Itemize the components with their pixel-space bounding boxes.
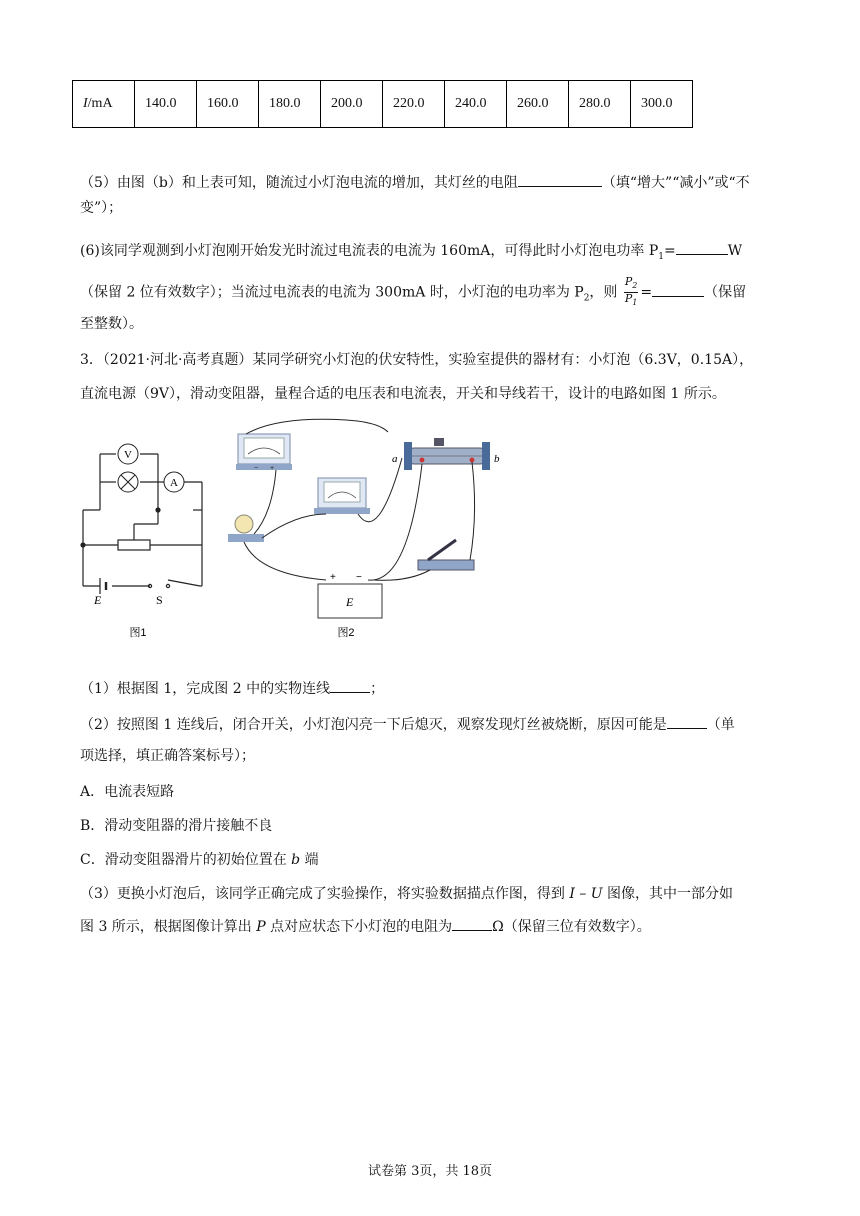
- page-footer: 试卷第 3页，共 18页: [367, 1164, 493, 1179]
- table-cell: 260.0: [507, 81, 569, 128]
- question-6-line-2: [80, 276, 785, 309]
- fraction-numerator: $P_2$: [624, 276, 639, 293]
- ammeter-device: [314, 478, 370, 514]
- table-cell: 180.0: [259, 81, 321, 128]
- current-unit: /mA: [87, 96, 113, 111]
- answer-blank[interactable]: [518, 172, 602, 187]
- circuit-figures: [78, 414, 528, 646]
- question-6-line-1: [80, 240, 785, 267]
- q6-tail: （保留: [704, 284, 747, 301]
- terminal-minus: −: [254, 465, 259, 472]
- table-cell: 160.0: [197, 81, 259, 128]
- battery-device: [318, 572, 382, 618]
- switch-label: S: [156, 593, 163, 607]
- answer-blank[interactable]: [330, 678, 370, 693]
- sub2-text: （2）按照图 1 连线后，闭合开关，小灯泡闪亮一下后熄灭，观察发现灯丝被烧断，原因可能是: [80, 717, 667, 733]
- problem-3-line-1: 3．（2021·河北·高考真题）某同学研究小灯泡的伏安特性，实验室提供的器材有：小灯泡（6.3V，0.15A），: [80, 352, 754, 368]
- option-c: [80, 850, 785, 870]
- table-cell: 300.0: [631, 81, 693, 128]
- lamp-symbol: [118, 472, 138, 492]
- sub3-text: 点对应状态下小灯泡的电阻为: [270, 919, 453, 935]
- terminal-plus: +: [270, 465, 275, 472]
- battery-label: E: [94, 593, 102, 607]
- answer-blank[interactable]: [652, 282, 704, 297]
- sub3-var: I – U: [569, 886, 603, 902]
- point-p: P: [256, 919, 266, 935]
- option-a: A．电流表短路: [80, 784, 175, 800]
- table-cell: 220.0: [383, 81, 445, 128]
- table-cell: 200.0: [321, 81, 383, 128]
- subscript: 2: [583, 293, 590, 304]
- figure-1-schematic: [81, 454, 202, 594]
- sub-question-1: [80, 678, 785, 699]
- table-row: [73, 81, 693, 128]
- voltmeter-label: V: [124, 449, 132, 461]
- current-table: [72, 80, 693, 128]
- answer-blank[interactable]: [676, 240, 728, 255]
- q6-text: (6)该同学观测到小灯泡刚开始发光时流过电流表的电流为 160mA，可得此时小灯泡电功率 P: [80, 243, 659, 259]
- equals-sign: =: [664, 243, 676, 259]
- table-cell: 240.0: [445, 81, 507, 128]
- voltmeter-device: [236, 434, 292, 472]
- question-6-line-3: 至整数）。: [80, 316, 143, 332]
- subscript: 1: [658, 251, 664, 262]
- q6-text: ，则: [589, 284, 618, 301]
- sub-question-2-line-2: 项选择，填正确答案标号）；: [80, 748, 255, 764]
- figure-2-caption: 图2: [337, 627, 355, 639]
- rheostat-end-b: b: [494, 453, 500, 465]
- problem-3-line-2: 直流电源（9V），滑动变阻器，量程合适的电压表和电流表，开关和导线若干，设计的电路如图 1 所示。: [80, 386, 726, 402]
- figure-2-apparatus: [228, 419, 500, 618]
- question-5-line-1: [80, 172, 785, 193]
- question-5-line-2: 变”）；: [80, 200, 123, 216]
- q6-text: （保留 2 位有效数字）；当流过电流表的电流为 300mA 时，小灯泡的电功率为 P: [80, 284, 584, 301]
- table-header-cell: [73, 81, 135, 128]
- sub1-tail: ；: [370, 681, 385, 697]
- q5-tail: （填“增大”“减小”或“不: [601, 175, 750, 191]
- sub-question-2-line-1: [80, 714, 785, 735]
- sub1-text: （1）根据图 1，完成图 2 中的实物连线: [80, 681, 331, 697]
- answer-blank[interactable]: [452, 916, 492, 931]
- switch-device: [418, 540, 474, 570]
- rheostat-device: [392, 438, 500, 470]
- table-cell: 280.0: [569, 81, 631, 128]
- equals-sign: =: [640, 284, 653, 301]
- battery-minus: −: [356, 572, 362, 583]
- sub3-text: （3）更换小灯泡后，该同学正确完成了实验操作，将实验数据描点作图，得到: [80, 886, 565, 902]
- table-cell: 140.0: [135, 81, 197, 128]
- battery-plus: +: [330, 572, 336, 583]
- sub-question-3-line-2: [80, 916, 785, 937]
- sub3-text: 图 3 所示，根据图像计算出: [80, 919, 252, 935]
- q5-text: （5）由图（b）和上表可知，随流过小灯泡电流的增加，其灯丝的电阻: [80, 175, 518, 191]
- option-c-tail: 端: [304, 852, 319, 868]
- unit-label: W: [727, 243, 743, 259]
- option-b: B．滑动变阻器的滑片接触不良: [80, 818, 273, 834]
- fraction-denominator: $P_1$: [624, 292, 638, 308]
- option-c-var: b: [291, 852, 301, 868]
- sub3-text-tail: 图像，其中一部分如: [607, 886, 734, 902]
- rheostat-end-a: a: [392, 453, 398, 465]
- power-ratio-fraction: [624, 276, 639, 309]
- answer-blank[interactable]: [667, 714, 707, 729]
- current-variable: I: [83, 96, 88, 111]
- figure-1-caption: 图1: [129, 627, 147, 639]
- sub-question-3-line-1: [80, 884, 785, 904]
- sub3-tail: Ω（保留三位有效数字）。: [492, 919, 651, 935]
- sub2-tail: （单: [706, 717, 735, 733]
- ammeter-label: A: [170, 477, 178, 489]
- option-c-text: C．滑动变阻器滑片的初始位置在: [80, 852, 287, 868]
- battery-device-label: E: [346, 595, 354, 609]
